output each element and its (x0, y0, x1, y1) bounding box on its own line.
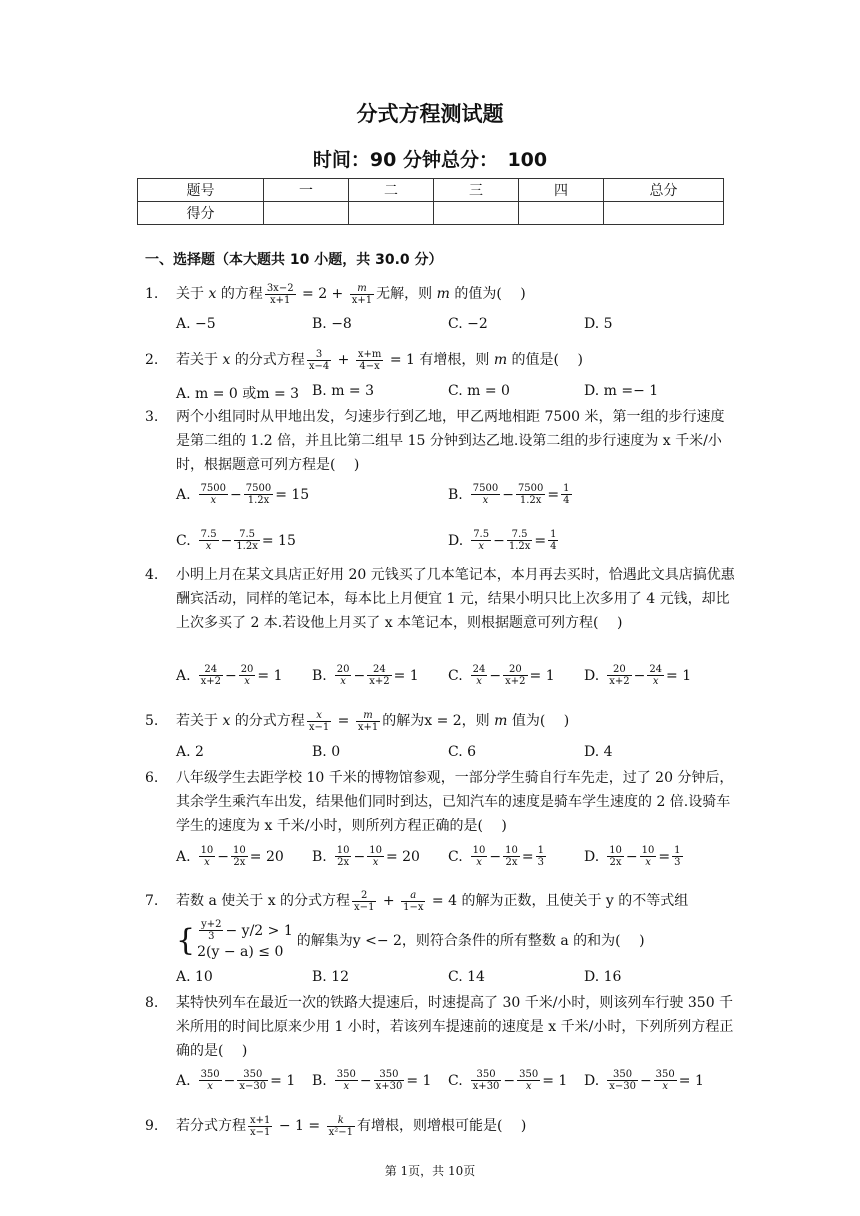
option-a[interactable]: A. 10 (176, 969, 213, 985)
fraction: $\frac{x+m}{4-x}$ (357, 348, 382, 372)
stem-text: 两个小组同时从甲地出发，匀速步行到乙地，甲乙两地相距 7500 米，第一组的步行速度是第二组的 1.2 倍，并且比第二组早 15 分钟到达乙地.设第二组的步行速度为 x 千米/小时，根据题意可列方程是( ) (176, 409, 725, 473)
stem-text: 无解，则 (376, 286, 433, 302)
fraction: $\frac{k}{\text{x²−1}}$ (328, 1114, 353, 1138)
page-footer: 第 1页，共 10页 (384, 1164, 476, 1178)
option-label: D. (448, 532, 464, 549)
stem-text: 若分式方程 (176, 1118, 246, 1134)
question-number: 3. (145, 409, 159, 425)
score-table-header-row (138, 179, 724, 202)
question-6 (145, 766, 735, 838)
option-b[interactable]: B. m = 3 (312, 383, 375, 399)
inequality-system: { $\frac{y+2}{3}$ − y/2 > 1 2(y − a) ≤ 0 的解集为y <− 2，则符合条件的所有整数 a 的和为( ) (176, 919, 645, 960)
stem-text: 值为( ) (511, 713, 570, 729)
option-a[interactable]: A. $\frac{350}{x}$ − $\frac{350}{x-30}$ = 1 (176, 1069, 296, 1092)
option-a[interactable]: A. −5 (176, 316, 216, 332)
question-number: 9. (145, 1118, 159, 1134)
header-cell: 二 (349, 179, 434, 202)
stem-text: 若数 a 使关于 x 的分式方程 (176, 893, 351, 909)
question-4 (145, 563, 735, 635)
stem-text: = 4 的解为正数，且使关于 y 的不等式组 (431, 893, 689, 909)
stem-text: + (382, 893, 395, 909)
question-9 (145, 1114, 735, 1138)
stem-text: 小明上月在某文具店正好用 20 元钱买了几本笔记本，本月再去买时，恰遇此文具店搞优惠酬宾活动，同样的笔记本，每本比上月便宜 1 元，结果小明只比上次多用了 4 元钱，却比上次多买了 2 本.若设他上月买了 x 本笔记本，则根据题意可列方程( ) (176, 567, 735, 631)
stem-text: = 2 + (302, 286, 344, 302)
stem-text: 某特快列车在最近一次的铁路大提速后，时速提高了 30 千米/小时，则该列车行驶 350 千米所用的时间比原来少用 1 小时，若该列车提速前的速度是 x 千米/小时，下列所列方程正确的是( ) (176, 995, 734, 1059)
score-cell[interactable] (349, 202, 434, 225)
option-label: C. (448, 848, 463, 865)
stem-text: 的方程 (220, 286, 263, 302)
score-table-row (138, 202, 724, 225)
stem-text: 若关于 (176, 352, 218, 368)
stem-text: 有增根，则增根可能是( ) (356, 1118, 527, 1134)
option-d[interactable]: D. $\frac{20}{x+2}$ − $\frac{24}{x}$ = 1 (584, 664, 692, 687)
header-cell: 总分 (604, 179, 724, 202)
options-q6 (176, 845, 736, 871)
stem-text: = (337, 713, 350, 729)
stem-text: 关于 (176, 286, 204, 302)
option-label: A. (176, 848, 191, 865)
options-q1 (176, 316, 736, 342)
fraction: $\frac{3x-2}{x+1}$ (266, 282, 294, 306)
option-c[interactable]: C. 14 (448, 969, 485, 985)
system-line: 2(y − a) ≤ 0 (197, 944, 284, 960)
options-q4 (176, 664, 736, 690)
fraction: $\frac{m}{x+1}$ (357, 709, 379, 733)
option-c[interactable]: C. 6 (448, 744, 477, 760)
section-heading: 一、选择题（本大题共 10 小题，共 30.0 分） (145, 252, 443, 268)
fraction: $\frac{x+1}{x-1}$ (250, 1114, 271, 1138)
option-label: B. (312, 1072, 327, 1089)
option-d[interactable]: D. $\frac{7.5}{x}$ − $\frac{7.5}{1.2x}$ = $\frac{1}{4}$ (448, 529, 557, 552)
option-label: C. (448, 1072, 463, 1089)
question-number: 8. (145, 995, 159, 1011)
fraction: $\frac{m}{x+1}$ (351, 282, 373, 306)
question-3 (145, 405, 735, 477)
page-title: 分式方程测试题 (356, 102, 504, 126)
stem-text: 的值是( ) (511, 352, 583, 368)
header-cell: 一 (264, 179, 349, 202)
option-c[interactable]: C. −2 (448, 316, 488, 332)
question-2: 2. 若关于 x 的分式方程 $\frac{3}{x-4}$ + $\frac{x+m}{4-x}$ = 1 有增根，则 m 的值是( ) (145, 348, 583, 372)
fraction: $\frac{x}{x-1}$ (308, 709, 330, 733)
question-number: 1. (145, 286, 159, 302)
options-q3-row1 (176, 483, 736, 509)
option-label: A. (176, 486, 191, 503)
score-table (137, 178, 724, 225)
header-cell: 四 (519, 179, 604, 202)
option-label: B. (448, 486, 463, 503)
question-1: 1. 关于 x 的方程 $\frac{3x-2}{x+1}$ = 2 + $\frac{m}{x+1}$ 无解，则 m 的值为( ) (145, 282, 526, 306)
options-q8 (176, 1069, 736, 1095)
option-b[interactable]: B. 12 (312, 969, 350, 985)
option-a[interactable]: A. $\frac{24}{x+2}$ − $\frac{20}{x}$ = 1 (176, 664, 283, 687)
stem-text: 的分式方程 (234, 713, 305, 729)
option-d[interactable]: D. $\frac{10}{2x}$ − $\frac{10}{x}$ = $\frac{1}{3}$ (584, 845, 681, 868)
option-c[interactable]: C. m = 0 (448, 383, 510, 399)
options-q3-row2 (176, 529, 736, 555)
exam-info: 时间：90 分钟总分： 100 (312, 149, 548, 171)
header-cell: 题号 (138, 179, 264, 202)
stem-text: = 1 有增根，则 (389, 352, 490, 368)
question-number: 5. (145, 713, 159, 729)
option-c[interactable]: C. $\frac{7.5}{x}$ − $\frac{7.5}{1.2x}$ = 15 (176, 529, 296, 552)
fraction: $\frac{2}{x-1}$ (354, 889, 375, 913)
option-b[interactable]: B. $\frac{350}{x}$ − $\frac{350}{x+30}$ = 1 (312, 1069, 432, 1092)
option-a[interactable]: A. $\frac{10}{x}$ − $\frac{10}{2x}$ = 20 (176, 845, 284, 868)
option-c[interactable]: C. $\frac{10}{x}$ − $\frac{10}{2x}$ = $\frac{1}{3}$ (448, 845, 544, 868)
question-number: 7. (145, 893, 159, 909)
question-number: 2. (145, 352, 159, 368)
option-a[interactable]: A. $\frac{7500}{x}$ − $\frac{7500}{1.2x}$ = 15 (176, 483, 310, 506)
question-5: 5. 若关于 x 的分式方程 $\frac{x}{x-1}$ = $\frac{m}{x+1}$ 的解为x = 2，则 m 值为( ) (145, 709, 570, 733)
option-label: C. (448, 667, 463, 684)
option-label: A. (176, 667, 191, 684)
system-line: − y/2 > 1 (225, 922, 293, 939)
option-c[interactable]: C. $\frac{24}{x}$ − $\frac{20}{x+2}$ = 1 (448, 664, 555, 687)
stem-text: 的值为( ) (454, 286, 526, 302)
fraction: $\frac{3}{x-4}$ (308, 348, 330, 372)
option-a[interactable]: A. m = 0 或m = 3 (176, 386, 300, 402)
score-cell[interactable] (264, 202, 349, 225)
option-label: A. (176, 1072, 191, 1089)
option-d[interactable]: D. $\frac{350}{x-30}$ − $\frac{350}{x}$ = 1 (584, 1069, 704, 1092)
stem-text: 若关于 (176, 713, 218, 729)
option-d[interactable]: D. m =− 1 (584, 383, 659, 399)
stem-text: 的解集为y <− 2，则符合条件的所有整数 a 的和为( ) (296, 932, 645, 949)
option-b[interactable]: B. −8 (312, 316, 352, 332)
question-number: 6. (145, 770, 159, 786)
question-number: 4. (145, 567, 159, 583)
option-label: D. (584, 848, 600, 865)
question-8 (145, 991, 735, 1063)
option-b[interactable]: B. $\frac{7500}{x}$ − $\frac{7500}{1.2x}$ = $\frac{1}{4}$ (448, 483, 570, 506)
option-label: B. (312, 667, 327, 684)
header-cell: 三 (434, 179, 519, 202)
score-cell[interactable] (434, 202, 519, 225)
stem-text: + (337, 352, 350, 368)
option-d[interactable]: D. 16 (584, 969, 622, 985)
score-cell[interactable] (519, 202, 604, 225)
option-c[interactable]: C. $\frac{350}{x+30}$ − $\frac{350}{x}$ = 1 (448, 1069, 568, 1092)
stem-text: 八年级学生去距学校 10 千米的博物馆参观，一部分学生骑自行车先走，过了 20 分钟后，其余学生乘汽车出发，结果他们同时到达，已知汽车的速度是骑车学生速度的 2 倍.设骑车学生的速度为 x 千米/小时，则所列方程正确的是( ) (176, 770, 734, 834)
question-7 (145, 889, 735, 962)
row-label: 得分 (138, 202, 264, 225)
option-b[interactable]: B. $\frac{10}{2x}$ − $\frac{10}{x}$ = 20 (312, 845, 420, 868)
fraction: $\frac{a}{1-x}$ (403, 889, 424, 913)
option-label: B. (312, 848, 327, 865)
option-a[interactable]: A. 2 (176, 744, 204, 760)
option-b[interactable]: B. 0 (312, 744, 341, 760)
score-cell[interactable] (604, 202, 724, 225)
option-d[interactable]: D. 5 (584, 316, 613, 332)
option-label: C. (176, 532, 191, 549)
option-d[interactable]: D. 4 (584, 744, 613, 760)
stem-text: 的解为x = 2，则 (382, 713, 490, 729)
option-label: D. (584, 1072, 600, 1089)
stem-text: 的分式方程 (234, 352, 305, 368)
option-label: D. (584, 667, 600, 684)
stem-text: − 1 = (278, 1118, 321, 1134)
option-b[interactable]: B. $\frac{20}{x}$ − $\frac{24}{x+2}$ = 1 (312, 664, 419, 687)
